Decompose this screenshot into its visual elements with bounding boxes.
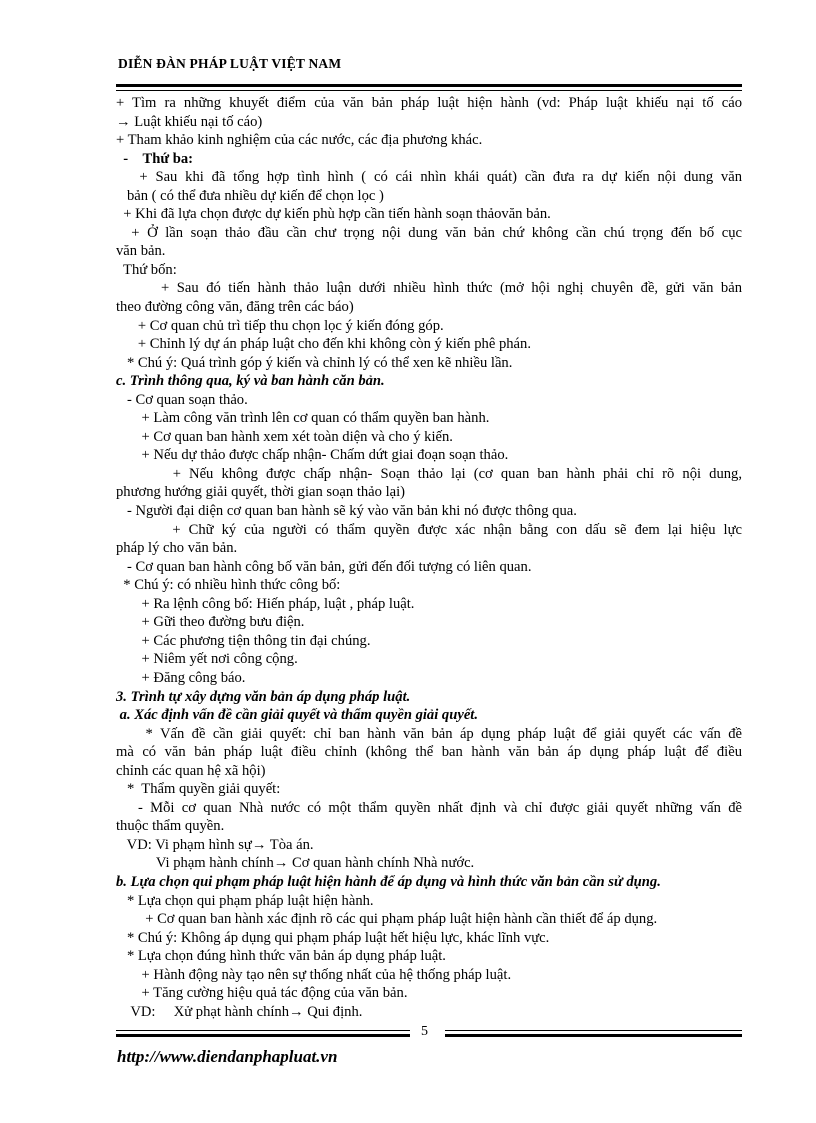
text-line: + Các phương tiện thông tin đại chúng. — [116, 632, 371, 649]
text-line: theo đường công văn, đăng trên các báo) — [116, 299, 354, 316]
text-line: - Cơ quan soạn thảo. — [116, 391, 248, 408]
text-line: + Cơ quan ban hành xem xét toàn diện và cho ý kiến. — [116, 428, 453, 445]
text-line: Vi phạm hành chính→ Cơ quan hành chính Nhà nước. — [116, 855, 475, 872]
text-line: + Ra lệnh công bố: Hiến pháp, luật , pháp luật. — [116, 595, 415, 612]
text-line: + Nếu không được chấp nhận- Soạn thảo lại (cơ quan ban hành phải chỉ rõ nội dung, — [116, 465, 742, 482]
section-heading: 3. Trình tự xây dựng văn bản áp dụng pháp luật. — [116, 688, 411, 705]
header-rule — [116, 84, 742, 93]
text-line: Thứ bốn: — [116, 261, 177, 278]
text-line: + Cơ quan ban hành xác định rõ các qui phạm pháp luật hiện hành cần thiết để áp dụng. — [116, 911, 658, 928]
section-heading: a. Xác định vấn đề cần giải quyết và thẩm quyền giải quyết. — [116, 707, 479, 724]
section-heading: - Thứ ba: — [116, 150, 194, 167]
text-line: + Gữi theo đường bưu điện. — [116, 614, 305, 631]
text-line: * Lựa chọn qui phạm pháp luật hiện hành. — [116, 892, 374, 909]
text-line: + Tham khảo kinh nghiệm của các nước, các địa phương khác. — [116, 132, 483, 149]
text-line: * Chú ý: có nhiều hình thức công bố: — [116, 577, 341, 594]
text-line: + Tăng cường hiệu quả tác động của văn bản. — [116, 985, 408, 1002]
text-line: + Khi đã lựa chọn được dự kiến phù hợp cần tiến hành soạn thảovăn bản. — [116, 206, 551, 223]
text-line: + Nếu dự thảo được chấp nhận- Chấm dứt giai đoạn soạn thảo. — [116, 447, 509, 464]
page-number: 5 — [421, 1024, 428, 1039]
document-body — [116, 94, 742, 1021]
text-line: phương hướng giải quyết, thời gian soạn thảo lại) — [116, 484, 406, 501]
text-line: - Cơ quan ban hành công bố văn bản, gửi đến đối tượng có liên quan. — [116, 558, 532, 575]
text-line: bản ( có thể đưa nhiều dự kiến để chọn lọc ) — [116, 187, 384, 204]
text-line: + Cơ quan chủ trì tiếp thu chọn lọc ý kiến đóng góp. — [116, 317, 444, 334]
text-line: + Hành động này tạo nên sự thống nhất của hệ thống pháp luật. — [116, 966, 512, 983]
text-line: * Vấn đề cần giải quyết: chỉ ban hành văn bản áp dụng pháp luật để giải quyết các vấn đề — [116, 725, 742, 742]
text-line: * Lựa chọn đúng hình thức văn bản áp dụng pháp luật. — [116, 948, 446, 965]
text-line: - Người đại diện cơ quan ban hành sẽ ký vào văn bản khi nó được thông qua. — [116, 503, 577, 520]
text-line: + Sau khi đã tổng hợp tình hình ( có cái nhìn khái quát) cần đưa ra dự kiến nội dung văn — [116, 169, 742, 186]
footer-url[interactable]: http://www.diendanphapluat.vn — [117, 1047, 338, 1066]
text-line: + Tìm ra những khuyết điểm của văn bản pháp luật hiện hành (vd: Pháp luật khiếu nại tố cáo — [116, 95, 742, 111]
text-line: * Thẩm quyền giải quyết: — [116, 781, 281, 798]
footer-rule-left — [116, 1030, 410, 1038]
text-line: VD: Vi phạm hình sự→ Tòa án. — [116, 836, 314, 853]
text-line: + Ở lần soạn thảo đầu cần chư trọng nội dung văn bản chứ không cần chú trọng đến bố cục — [116, 224, 742, 241]
text-line: + Chữ ký của người có thẩm quyền được xác nhận bằng con dấu sẽ đem lại hiệu lực — [116, 521, 742, 538]
text-line: + Sau đó tiến hành thảo luận dưới nhiều hình thức (mở hội nghị chuyên đề, gửi văn bản — [116, 280, 742, 297]
text-line: + Đăng công báo. — [116, 669, 246, 686]
section-heading: b. Lựa chọn qui phạm pháp luật hiện hành để áp dụng và hình thức văn bản cần sử dụng. — [116, 873, 661, 890]
footer-rule-right — [445, 1030, 742, 1038]
section-heading: c. Trình thông qua, ký và ban hành căn bản. — [116, 373, 385, 390]
text-line: pháp lý cho văn bản. — [116, 540, 238, 557]
text-line: + Chỉnh lý dự án pháp luật cho đến khi không còn ý kiến phê phán. — [116, 336, 531, 353]
text-line: văn bản. — [116, 243, 166, 260]
text-line: + Niêm yết nơi công cộng. — [116, 651, 298, 668]
text-line: chỉnh các quan hệ xã hội) — [116, 762, 266, 779]
text-line: thuộc thẩm quyền. — [116, 818, 225, 835]
text-line: + Làm công văn trình lên cơ quan có thẩm quyền ban hành. — [116, 410, 490, 427]
text-line: → Luật khiếu nại tố cáo) — [116, 113, 263, 130]
text-line: mà có văn bản pháp luật điều chỉnh (không thể ban hành văn bản áp dụng pháp luật để điều — [116, 744, 742, 761]
header-title: DIỄN ĐÀN PHÁP LUẬT VIỆT NAM — [118, 56, 342, 71]
text-line: * Chú ý: Không áp dụng qui phạm pháp luật hết hiệu lực, khác lĩnh vực. — [116, 929, 550, 946]
text-line: - Mỗi cơ quan Nhà nước có một thẩm quyền nhất định và chỉ được giải quyết những vấn đề — [116, 799, 742, 816]
text-line: VD: Xử phạt hành chính→ Qui định. — [116, 1003, 363, 1020]
text-line: * Chú ý: Quá trình góp ý kiến và chỉnh lý có thể xen kẽ nhiều lần. — [116, 354, 513, 371]
